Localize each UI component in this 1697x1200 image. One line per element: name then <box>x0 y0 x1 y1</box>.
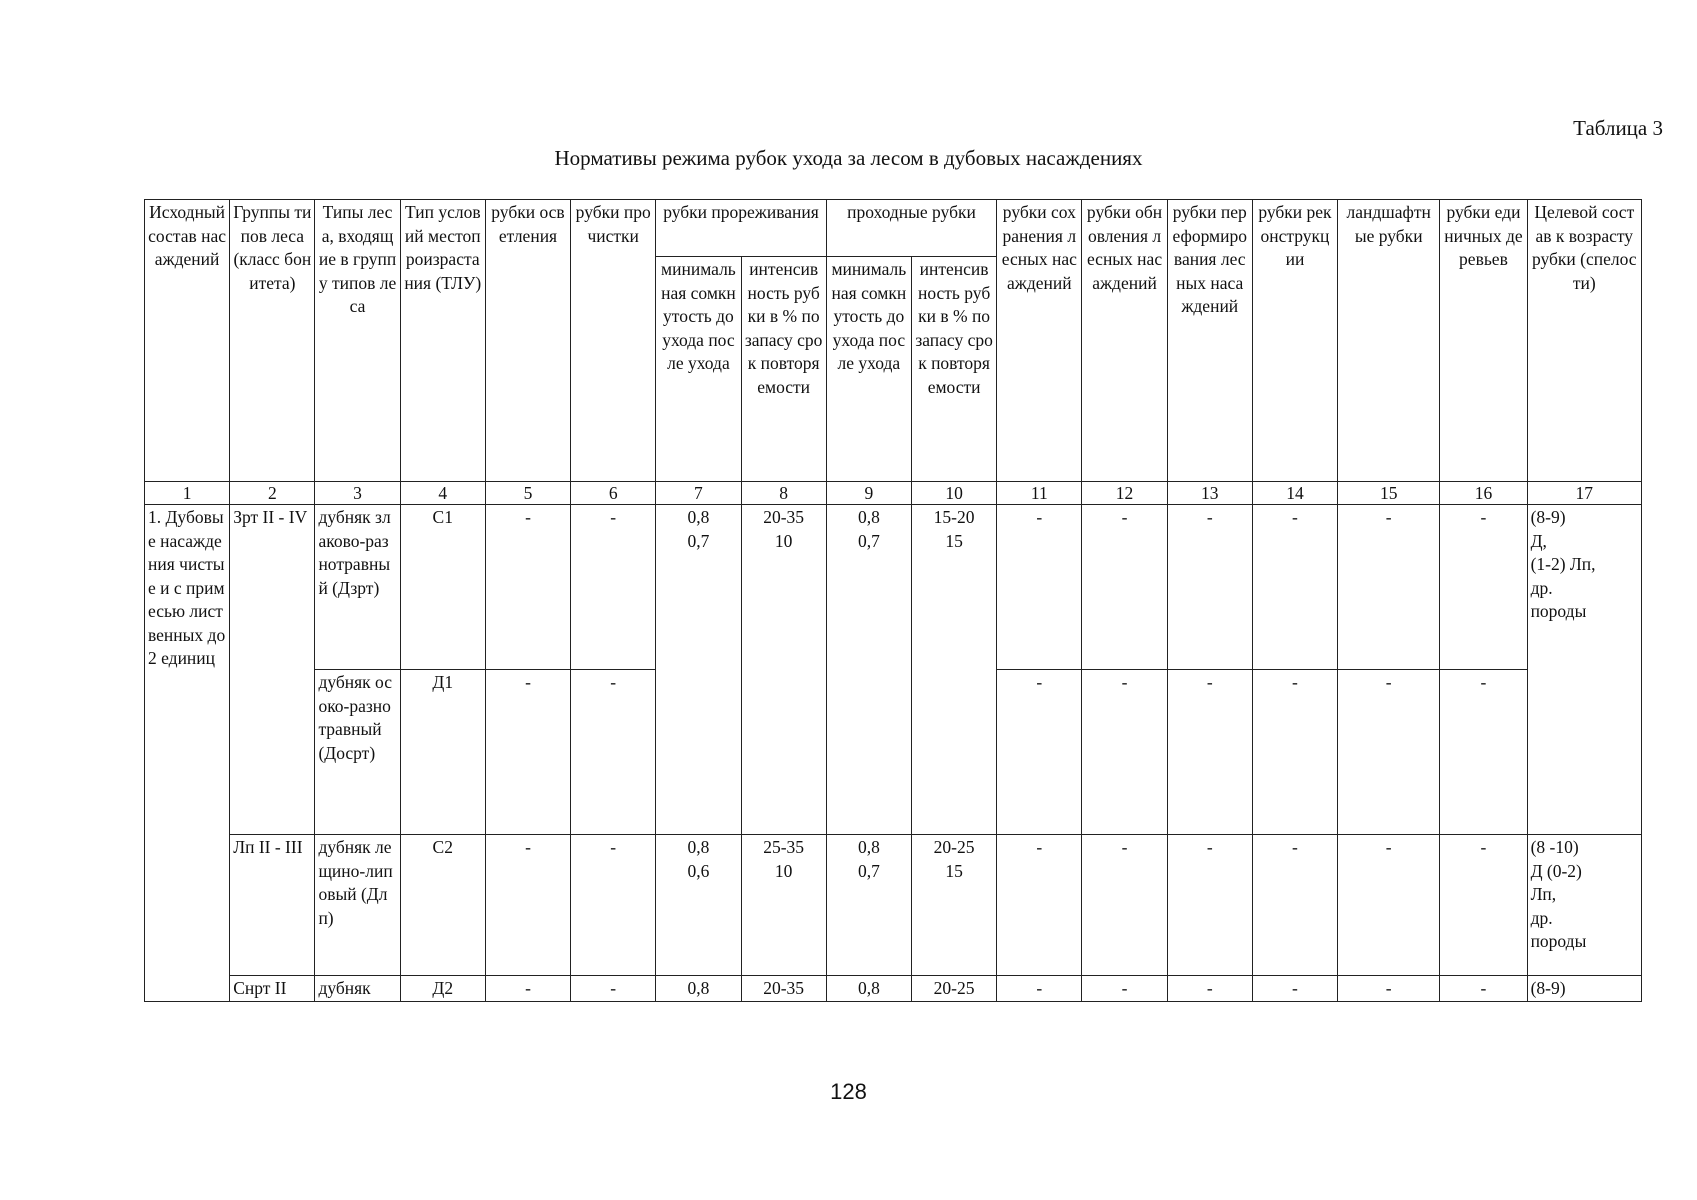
table-cell: - <box>1440 835 1527 976</box>
table-cell: - <box>1252 505 1337 670</box>
table-cell: - <box>1338 976 1440 1002</box>
table-cell: 0,8 0,6 <box>656 835 741 976</box>
table-cell: - <box>485 505 570 670</box>
column-number: 15 <box>1338 482 1440 505</box>
header-group-cell: проходные рубки <box>826 200 996 257</box>
table-cell: 0,8 0,7 <box>826 505 911 835</box>
table-cell: 15-20 15 <box>911 505 996 835</box>
table-cell: - <box>1338 505 1440 670</box>
column-number: 9 <box>826 482 911 505</box>
header-cell: рубки сохранения лесных насаждений <box>997 200 1082 482</box>
table-cell: 20-35 10 <box>741 505 826 835</box>
table-cell: С1 <box>400 505 485 670</box>
table-row <box>145 976 1642 1002</box>
header-cell: Группы типов леса (класс бонитета) <box>230 200 315 482</box>
column-number: 2 <box>230 482 315 505</box>
header-cell: ландшафтные рубки <box>1338 200 1440 482</box>
table-cell: 1. Дубовые насаждения чистые и с примесью лиственных до 2 единиц <box>145 505 230 1002</box>
column-number: 4 <box>400 482 485 505</box>
table-cell: 0,8 <box>826 976 911 1002</box>
table-cell: Д2 <box>400 976 485 1002</box>
table-cell: - <box>1167 976 1252 1002</box>
column-number-row <box>145 482 1642 505</box>
column-number: 8 <box>741 482 826 505</box>
column-number: 16 <box>1440 482 1527 505</box>
header-cell: интенсивность рубки в % по запасу срок повторяемости <box>911 257 996 482</box>
header-cell: минимальная сомкнутость до ухода после ухода <box>656 257 741 482</box>
column-number: 13 <box>1167 482 1252 505</box>
header-cell: интенсивность рубки в % по запасу срок повторяемости <box>741 257 826 482</box>
column-number: 7 <box>656 482 741 505</box>
table-cell: - <box>1252 670 1337 835</box>
table-cell: - <box>1440 670 1527 835</box>
table-cell: - <box>485 976 570 1002</box>
table-cell: (8 -10) Д (0-2) Лп, др. породы <box>1527 835 1641 976</box>
table-cell: - <box>1082 976 1167 1002</box>
column-number: 6 <box>571 482 656 505</box>
table-cell: - <box>997 835 1082 976</box>
table-cell: - <box>1440 505 1527 670</box>
column-number: 3 <box>315 482 400 505</box>
header-cell: рубки обновления лесных насаждений <box>1082 200 1167 482</box>
header-cell: рубки реконструкции <box>1252 200 1337 482</box>
table-cell: - <box>1082 505 1167 670</box>
header-cell: минимальная сомкнутость до ухода после ухода <box>826 257 911 482</box>
table-cell: - <box>997 976 1082 1002</box>
table-cell: Д1 <box>400 670 485 835</box>
table-cell: - <box>1440 976 1527 1002</box>
header-cell: рубки прочистки <box>571 200 656 482</box>
table-cell: - <box>571 835 656 976</box>
table-cell: дубняк лещино-липовый (Длп) <box>315 835 400 976</box>
table-cell: (8-9) <box>1527 976 1641 1002</box>
table-caption: Таблица 3 <box>1573 116 1663 140</box>
table-cell: - <box>1167 835 1252 976</box>
column-number: 11 <box>997 482 1082 505</box>
table-row <box>145 835 1642 976</box>
table-cell: Зрт II - IV <box>230 505 315 835</box>
column-number: 1 <box>145 482 230 505</box>
table-cell: (8-9) Д, (1-2) Лп, др. породы <box>1527 505 1641 835</box>
table-cell: С2 <box>400 835 485 976</box>
table-cell: - <box>571 976 656 1002</box>
table-cell: - <box>1082 670 1167 835</box>
norms-table <box>144 199 1642 1002</box>
table-cell: - <box>1167 505 1252 670</box>
header-cell: рубки осветления <box>485 200 570 482</box>
table-cell: 20-35 <box>741 976 826 1002</box>
table-cell: - <box>1252 976 1337 1002</box>
table-cell: дубняк <box>315 976 400 1002</box>
header-group-cell: рубки прореживания <box>656 200 826 257</box>
table-cell: 0,8 0,7 <box>656 505 741 835</box>
table-cell: - <box>1338 670 1440 835</box>
table-cell: - <box>485 835 570 976</box>
page-number: 128 <box>830 1079 867 1104</box>
header-cell: Типы леса, входящие в группу типов леса <box>315 200 400 482</box>
table-cell: - <box>485 670 570 835</box>
table-cell: дубняк злаково-разнотравный (Дзрт) <box>315 505 400 670</box>
table-cell: - <box>997 670 1082 835</box>
table-cell: - <box>571 670 656 835</box>
table-cell: - <box>571 505 656 670</box>
table-cell: 20-25 <box>911 976 996 1002</box>
table-cell: дубняк осоко-разнотравный (Досрт) <box>315 670 400 835</box>
table-cell: 25-35 10 <box>741 835 826 976</box>
table-cell: 20-25 15 <box>911 835 996 976</box>
column-number: 10 <box>911 482 996 505</box>
table-cell: 0,8 0,7 <box>826 835 911 976</box>
header-cell: Исходный состав насаждений <box>145 200 230 482</box>
table-cell: Лп II - III <box>230 835 315 976</box>
header-row-1 <box>145 200 1642 257</box>
column-number: 17 <box>1527 482 1641 505</box>
table-row <box>145 505 1642 670</box>
header-cell: Целевой состав к возрасту рубки (спелости) <box>1527 200 1641 482</box>
table-title: Нормативы режима рубок ухода за лесом в дубовых насаждениях <box>554 146 1143 170</box>
header-cell: рубки переформирования лесных насаждений <box>1167 200 1252 482</box>
column-number: 14 <box>1252 482 1337 505</box>
table-cell: - <box>1167 670 1252 835</box>
column-number: 12 <box>1082 482 1167 505</box>
column-number: 5 <box>485 482 570 505</box>
table-cell: - <box>1252 835 1337 976</box>
header-cell: рубки единичных деревьев <box>1440 200 1527 482</box>
table-cell: - <box>1082 835 1167 976</box>
table-cell: 0,8 <box>656 976 741 1002</box>
table-cell: - <box>1338 835 1440 976</box>
table-cell: - <box>997 505 1082 670</box>
header-cell: Тип условий местопроизрастания (ТЛУ) <box>400 200 485 482</box>
table-cell: Снрт II <box>230 976 315 1002</box>
